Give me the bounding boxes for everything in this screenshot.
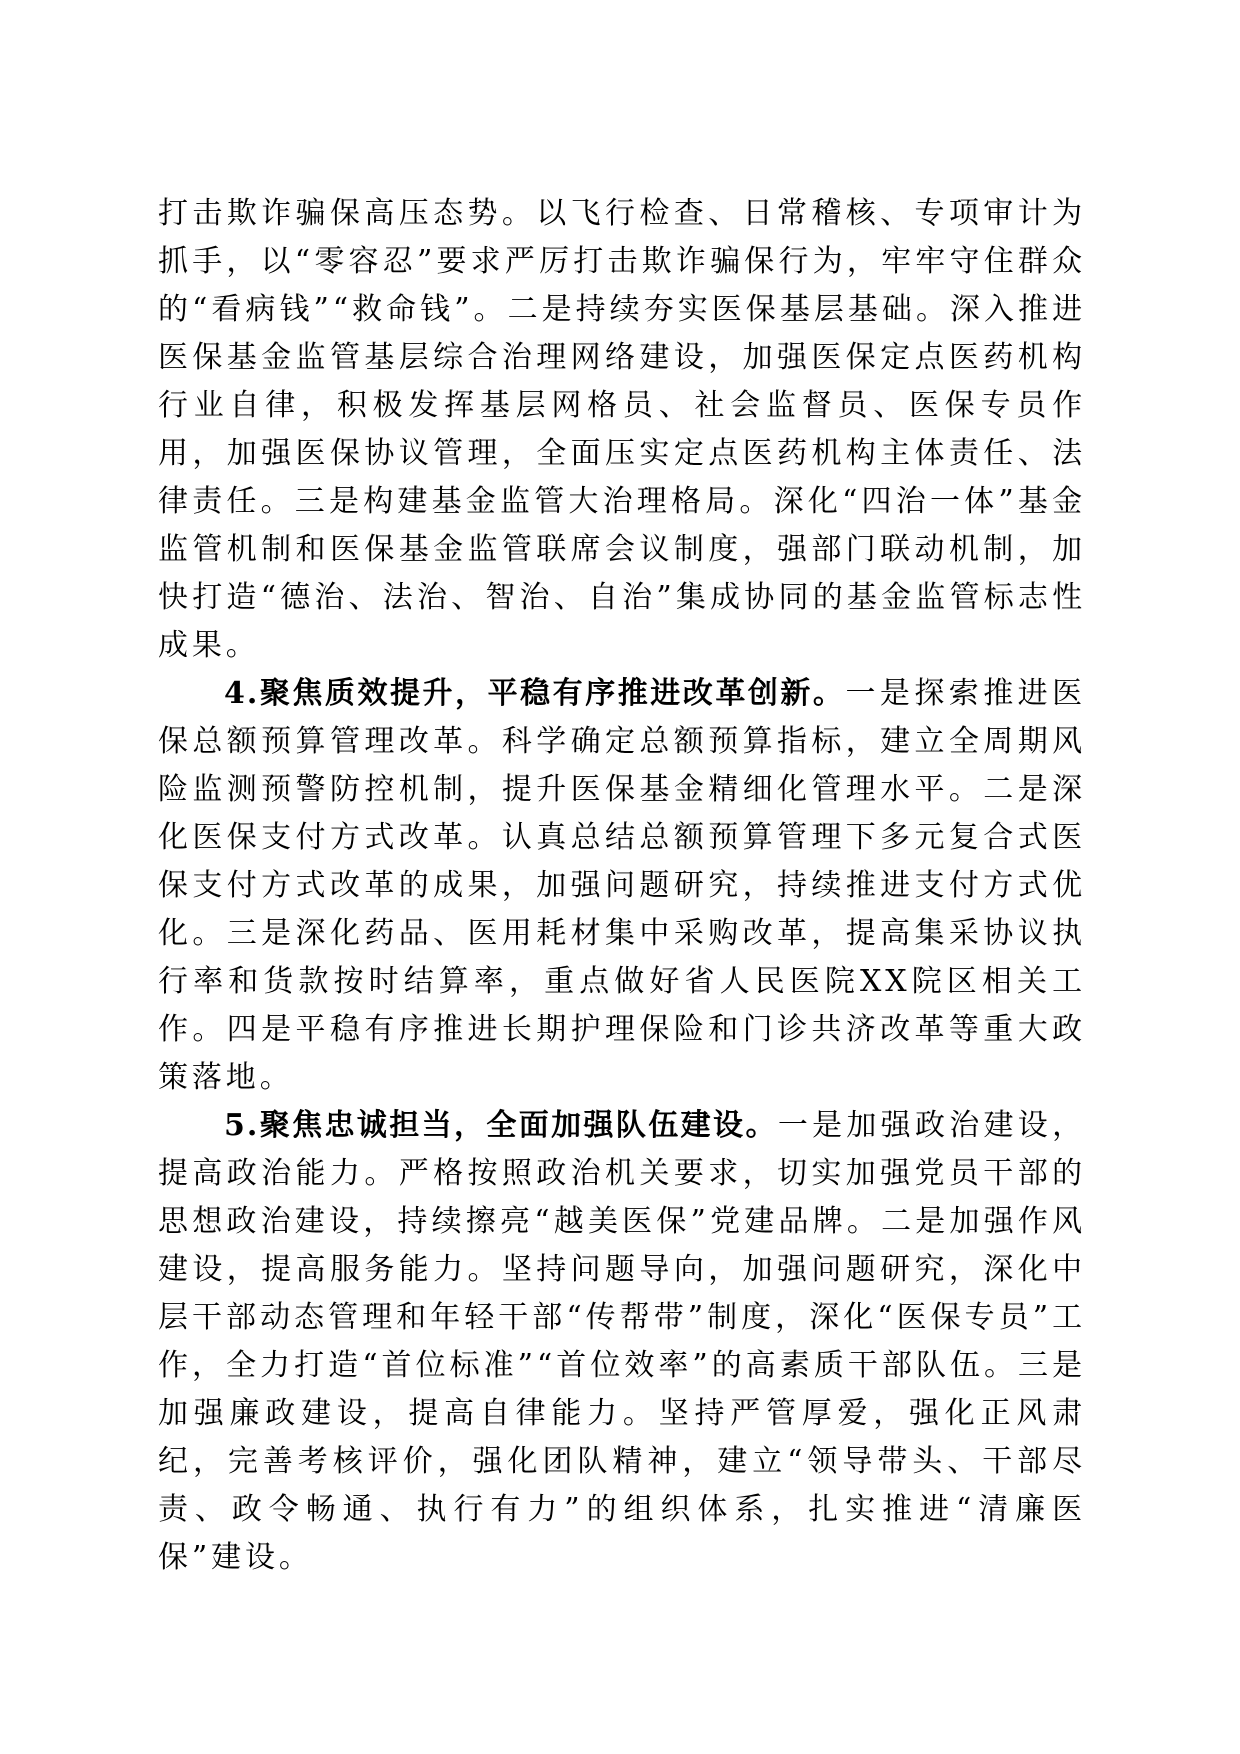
paragraph-body: 一是加强政治建设，提高政治能力。严格按照政治机关要求，切实加强党员干部的思想政治建设，持续擦亮“越美医保”党建品牌。二是加强作风建设，提高服务能力。坚持问题导向，加强问题研究，深化中层干部动态管理和年轻干部“传帮带”制度，深化“医保专员”工作，全力打造“首位标准”“首位效率”的高素质干部队伍。三是加强廉政建设，提高自律能力。坚持严管厚爱，强化正风肃纪，完善考核评价，强化团队精神，建立“领导带头、干部尽责、政令畅通、执行有力”的组织体系，扎实推进“清廉医保”建设。 <box>158 1108 1086 1575</box>
paragraph-body: 打击欺诈骗保高压态势。以飞行检查、日常稽核、专项审计为抓手，以“零容忍”要求严厉打击欺诈骗保行为，牢牢守住群众的“看病钱”“救命钱”。二是持续夯实医保基层基础。深入推进医保基金监管基层综合治理网络建设，加强医保定点医药机构行业自律，积极发挥基层网格员、社会监督员、医保专员作用，加强医保协议管理，全面压实定点医药机构主体责任、法律责任。三是构建基金监管大治理格局。深化“四治一体”基金监管机制和医保基金监管联席会议制度，强部门联动机制，加快打造“德治、法治、智治、自治”集成协同的基金监管标志性成果。 <box>158 196 1086 663</box>
paragraph-body: 一是探索推进医保总额预算管理改革。科学确定总额预算指标，建立全周期风险监测预警防控机制，提升医保基金精细化管理水平。二是深化医保支付方式改革。认真总结总额预算管理下多元复合式医保支付方式改革的成果，加强问题研究，持续推进支付方式优化。三是深化药品、医用耗材集中采购改革，提高集采协议执行率和货款按时结算率，重点做好省人民医院XX院区相关工作。四是平稳有序推进长期护理保险和门诊共济改革等重大政策落地。 <box>158 676 1086 1095</box>
paragraph-continued <box>158 190 1086 670</box>
paragraph-section-5 <box>158 1102 1086 1582</box>
document-page <box>158 190 1086 1582</box>
section-heading-4: 4.聚焦质效提升，平稳有序推进改革创新。 <box>224 676 846 711</box>
paragraph-section-4 <box>158 670 1086 1102</box>
section-heading-5: 5.聚焦忠诚担当，全面加强队伍建设。 <box>224 1108 778 1143</box>
